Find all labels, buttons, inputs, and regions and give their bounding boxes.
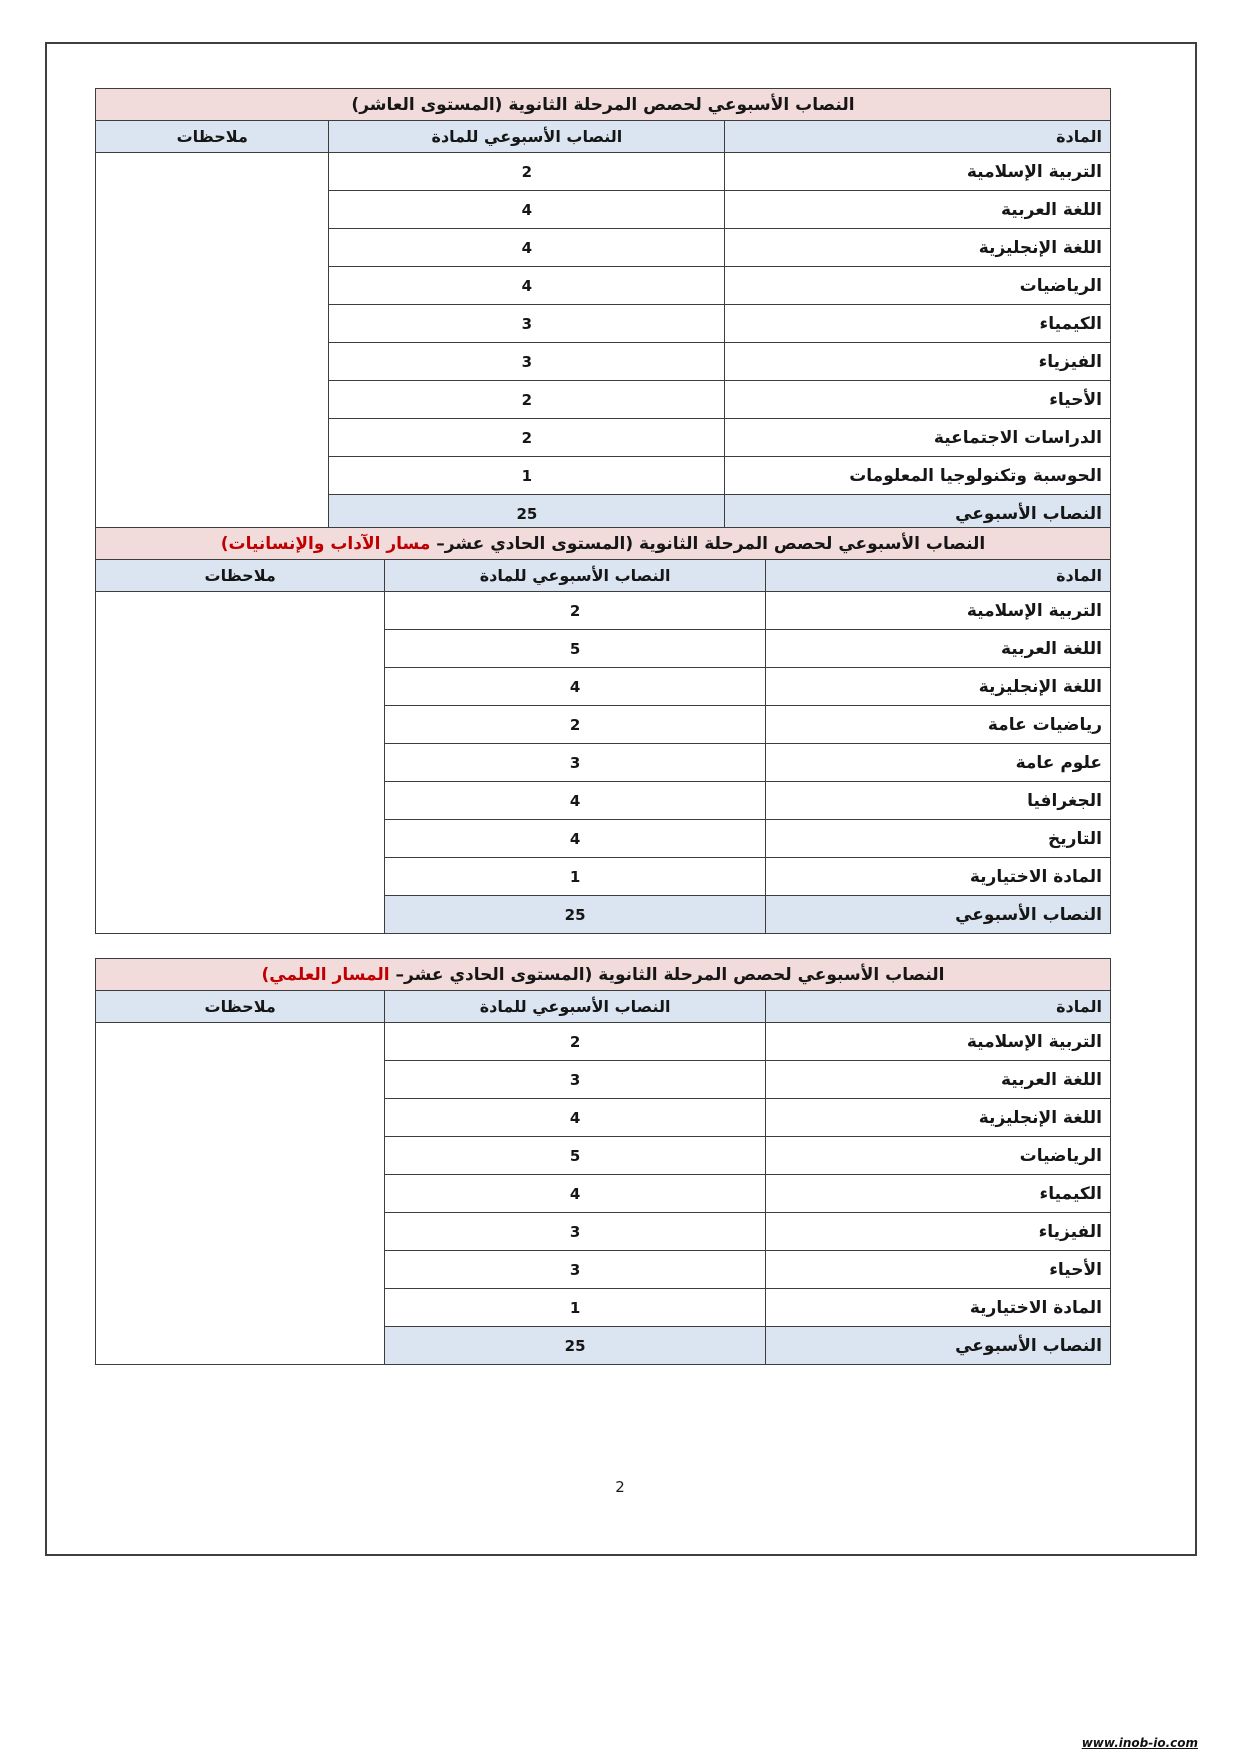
table-header-row [96,121,1111,153]
subject-cell: اللغة العربية [765,1061,1110,1099]
subject-cell: الرياضيات [725,267,1111,305]
table-title-text: النصاب الأسبوعي لحصص المرحلة الثانوية (المستوى العاشر) [351,94,855,115]
quota-cell: 2 [385,592,766,630]
quota-cell: 2 [329,153,725,191]
quota-cell: 4 [385,668,766,706]
table-title-track-text: المسار العلمي) [261,964,390,985]
table-title [96,89,1111,121]
subject-cell: المادة الاختيارية [765,1289,1110,1327]
table-header-row [96,991,1111,1023]
table-title-row [96,528,1111,560]
quota-cell: 1 [385,858,766,896]
quota-table-grade-10 [95,88,1111,533]
quota-cell: 4 [329,267,725,305]
subject-cell: اللغة الإنجليزية [765,1099,1110,1137]
subject-cell: الحوسبة وتكنولوجيا المعلومات [725,457,1111,495]
subject-cell: المادة الاختيارية [765,858,1110,896]
notes-cell [96,1023,385,1365]
subject-cell: اللغة الإنجليزية [765,668,1110,706]
subject-cell: الكيمياء [765,1175,1110,1213]
quota-cell: 4 [329,229,725,267]
table-title-row [96,959,1111,991]
subject-cell: الأحياء [765,1251,1110,1289]
quota-cell: 2 [385,1023,766,1061]
subject-cell: علوم عامة [765,744,1110,782]
quota-table-grade-11-humanities [95,527,1111,934]
quota-cell: 2 [385,706,766,744]
quota-cell: 4 [385,1099,766,1137]
subject-cell: اللغة الإنجليزية [725,229,1111,267]
quota-cell: 4 [385,782,766,820]
subject-cell: التاريخ [765,820,1110,858]
table-section-grade-11-humanities [95,527,1111,934]
column-header-subject: المادة [725,121,1111,153]
total-value-cell: 25 [385,1327,766,1365]
column-header-subject: المادة [765,991,1110,1023]
column-header-quota: النصاب الأسبوعي للمادة [329,121,725,153]
notes-cell [96,592,385,934]
subject-cell: التربية الإسلامية [725,153,1111,191]
quota-cell: 5 [385,630,766,668]
quota-cell: 1 [385,1289,766,1327]
quota-cell: 3 [385,1061,766,1099]
table-title [96,528,1111,560]
quota-cell: 4 [329,191,725,229]
total-value-cell: 25 [385,896,766,934]
page-number: 2 [615,1478,625,1496]
table-section-grade-11-science [95,958,1111,1365]
subject-cell: الكيمياء [725,305,1111,343]
subject-cell: الفيزياء [765,1213,1110,1251]
quota-cell: 3 [385,744,766,782]
quota-cell: 3 [385,1251,766,1289]
quota-cell: 1 [329,457,725,495]
quota-cell: 2 [329,381,725,419]
quota-cell: 3 [329,343,725,381]
subject-cell: التربية الإسلامية [765,592,1110,630]
notes-cell [96,153,329,533]
subject-cell: اللغة العربية [725,191,1111,229]
table-row [96,1023,1111,1061]
total-label-cell: النصاب الأسبوعي [765,896,1110,934]
subject-cell: الأحياء [725,381,1111,419]
quota-cell: 4 [385,1175,766,1213]
quota-cell: 5 [385,1137,766,1175]
column-header-quota: النصاب الأسبوعي للمادة [385,991,766,1023]
table-title-track-text: مسار الآداب والإنسانيات) [220,533,431,554]
column-header-notes: ملاحظات [96,991,385,1023]
subject-cell: الدراسات الاجتماعية [725,419,1111,457]
column-header-notes: ملاحظات [96,121,329,153]
table-header-row [96,560,1111,592]
column-header-subject: المادة [765,560,1110,592]
table-title-text: النصاب الأسبوعي لحصص المرحلة الثانوية (المستوى الحادي عشر– [430,533,986,554]
total-value-cell: 25 [329,495,725,533]
quota-cell: 3 [329,305,725,343]
table-title-text: النصاب الأسبوعي لحصص المرحلة الثانوية (المستوى الحادي عشر– [389,964,945,985]
table-row [96,153,1111,191]
table-title [96,959,1111,991]
table-section-grade-10 [95,88,1111,533]
quota-table-grade-11-science [95,958,1111,1365]
quota-cell: 2 [329,419,725,457]
subject-cell: الجغرافيا [765,782,1110,820]
subject-cell: الرياضيات [765,1137,1110,1175]
table-row [96,592,1111,630]
total-label-cell: النصاب الأسبوعي [725,495,1111,533]
subject-cell: الفيزياء [725,343,1111,381]
quota-cell: 4 [385,820,766,858]
column-header-notes: ملاحظات [96,560,385,592]
watermark-url: www.inob-io.com [1081,1736,1198,1750]
subject-cell: رياضيات عامة [765,706,1110,744]
subject-cell: اللغة العربية [765,630,1110,668]
total-label-cell: النصاب الأسبوعي [765,1327,1110,1365]
table-title-row [96,89,1111,121]
column-header-quota: النصاب الأسبوعي للمادة [385,560,766,592]
subject-cell: التربية الإسلامية [765,1023,1110,1061]
quota-cell: 3 [385,1213,766,1251]
